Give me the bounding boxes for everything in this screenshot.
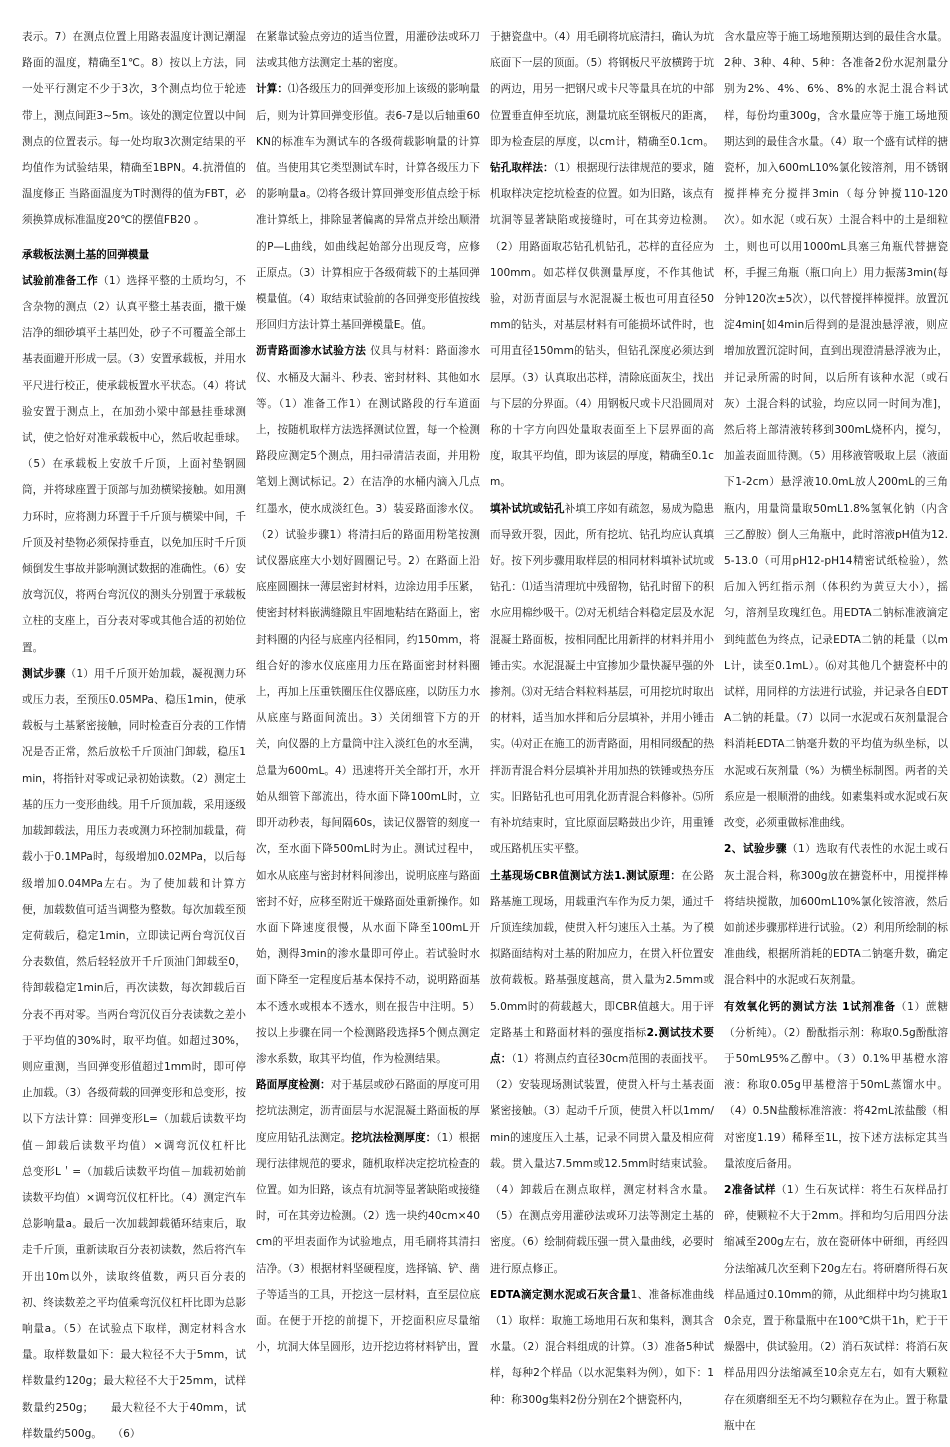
paragraph: 试验前准备工作（1）选择平整的土质均匀，不含杂物的测点（2）认真平整土基表面，撒干燥洁净的细砂填平土基凹处，砂子不可覆盖全部土基表面避开形成一层。（3）安置承载板，并用水平尺进行校正，使承载板置水平状态。（4）将试验安置于测点上，在加劲小梁中部悬挂垂球测试，使之恰好对准承载板中心，然后收起垂球。（5）在承载板上安放千斤顶，上面衬垫钢圆筒，并将球座置于顶部与加劲横梁接触。如用测力环时，应将测力环置于千斤顶与横梁中间，千斤顶及衬垫物必须保持垂直，以免加压时千斤顶倾倒发生事故并影响测试数据的准确性。（6）安放弯沉仪，将两台弯沉仪的测头分别置于承载板立柱的支座上，百分表对零或其他合适的初始位置。 <box>22 274 246 654</box>
paragraph: 土基现场CBR值测试方法1.测试原理：在公路路基施工现场，用载重汽车作为反力架，通过千斤顶连续加载，使贯入杆匀速压入土基。为了模拟路面结构对土基的附加应力，在贯入杆位置安放荷载板。路基强度越高，贯入量为2.5mm或5.0mm时的荷载越大，即CBR值越大。用于评定路基土和路面材料的强度指标2.测试技术要点：（1）将测点约直径30cm范围的表面找平。（2）安装现场测试装置，使贯入杆与土基表面紧密接触。（3）起动千斤顶，使贯入杆以1mm/min的速度压入土基，记录不同贯入量及相应荷载。贯入量达7.5mm或12.5mm时结束试验。（4）卸载后在测点取样，测定材料含水量。（5）在测点旁用灌砂法或环刀法等测定土基的密度。（6）绘制荷载压强一贯入量曲线，必要时进行原点修正。 <box>490 869 715 1275</box>
paragraph: 计算：⑴各级压力的回弹变形加上该级的影响量后，则为计算回弹变形值。表6-7是以后轴重60KN的标准车为测试车的各级荷载影响量的计算值。当使用其它类型测试车时，计算各级压力下的影响量a。⑵将各级计算回弹变形值点绘于标准计算纸上，排除显著偏离的异常点并绘出顺滑的P—L曲线，如曲线起始部分出现反弯，应修正原点。（3）计算相应于各级荷载下的土基回弹模量值。（4）取结束试验前的各回弹变形值按线形回归方法计算土基回弹模量E。值。 <box>256 83 481 332</box>
section-heading: 承载板法测土基的回弹模量 <box>22 248 150 261</box>
text-column-1 <box>22 24 268 1447</box>
paragraph: EDTA滴定测水泥或石灰含量1、准备标准曲线（1）取样：取施工场地用石灰和集料，测其含水量。（2）混合料组成的计算。（3）准备5种试样，每种2个样品（以水泥集料为例），如下：1种：称300g集料2份分别在2个搪瓷杯内， <box>490 1288 714 1406</box>
paragraph: 测试步骤（1）用千斤顶开始加载，凝视测力环或压力表，至预压0.05MPa、稳压1min，使承载板与土基紧密接触，同时检查百分表的工作情况是否正常，然后放松千斤顶油门卸载，稳压1min，将指针对零或记录初始读数。（2）测定土基的压力一变形曲线。用千斤顶加载，采用逐级加载卸载法，用压力表或测力环控制加载量，荷载小于0.1MPa时，每级增加0.02MPa，以后每级增加0.04MPa左右。为了使加载和计算方便，加载数值可适当调整为整数。每次加载至预定荷载后，稳定1min，立即读记两台弯沉仪百分表数值，然后轻轻放开千斤顶油门卸载至0，待卸载稳定1min后，再次读数，每次卸载后百分表不再对零。当两台弯沉仪百分表读数之差小于平均值的30%时，取平均值。如超过30%，则应重测，当回弹变形值超过1mm时，即可停止加载。（3）各级荷载的回弹变形和总变形，按以下方法计算：回弹变形L=（加载后读数平均值－卸载后读数平均值）×调弯沉仪杠杆比 总变形L＇=（加载后读数平均值－加载初始前读数平均值）×调弯沉仪杠杆比。（4）测定汽车总影响量a。最后一次加载卸载循环结束后，取走千斤顶，重新读取百分表初读数，然后将汽车开出10m以外，读取终值数，两只百分表的初、终读数差之平均值乘弯沉仪杠杆比即为总影响量a。（5）在试验点下取样，测定材料含水量。取样数量如下：最大粒径不大于5mm，试样数量约120g；最大粒径不大于25mm，试样数量约250g； 最大粒径不大于40mm，试样数量约500g。 （6） <box>22 667 268 1440</box>
paragraph: 沥青路面渗水试验方法 仪具与材料：路面渗水仪、水桶及大漏斗、秒表、密封材料、其他如水等。（1）准备工作1）在测试路段的行车道面上，按随机取样方法选择测试位置，每一个检测路段应测定5个测点，用扫帚清洁表面，并用粉笔划上测试标记。2）在洁净的水桶内滴入几点红墨水，使水成淡红色。3）装妥路面渗水仪。（2）试验步骤1）将清扫后的路面用粉笔按测试仪器底座大小划好圆圈记号。2）在路面上沿底座圆圈抹一薄层密封材料，边涂边用手压紧，使密封材料嵌满缝隙且牢固地粘结在路面上，密封料圈的内径与底座内径相同，约150mm，将组合好的渗水仪底座用力压在路面密封材料圈上，再加上压重铁圈压住仪器底座，以防压力水从底座与路面间流出。3）关闭细管下方的开关，向仪器的上方量筒中注入淡红色的水至满，总量为600mL。4）迅速将开关全部打开，水开始从细管下部流出，待水面下降100mL时，立即开动秒表，每间隔60s，读记仪器管的刻度一次，至水面下降500mL时为止。测试过程中，如水从底座与密封材料间渗出，说明底座与路面密封不好，应移至附近干燥路面处重新操作。如水面下降速度很慢，从水面下降至100mL开始，测得3min的渗水量即可停止。若试验时水面下降至一定程度后基本保持不动，说明路面基本不透水或根本不透水，则在报告中注明。5）按以上步骤在同一个检测路段选择5个侧点测定渗水系数，取其平均值，作为检测结果。 <box>256 345 480 1065</box>
paragraph: 有效氧化钙的测试方法 1试剂准备（1）蔗糖（分析纯）。（2）酚酞指示剂：称取0.5g酚酞溶于50mL95%乙醇中。（3）0.1%甲基橙水溶液：称取0.05g甲基橙溶于50mL蒸馏水中。（4）0.5N盐酸标准溶液：将42mL浓盐酸（相对密度1.19）稀释至1L，按下述方法标定其当量浓度后备用。 <box>724 1000 948 1170</box>
paragraph: 2准备试样（1）生石灰试样：将生石灰样品打碎，使颗粒不大于2mm。拌和均匀后用四分法缩减至200g左右，放在瓷研体中研细，再经四分法缩减几次至剩下20g左右。将研磨所得石灰样品通过0.10mm的筛，从此细样中均匀挑取10余克，置于称量瓶中在100℃烘干1h，贮于干燥器中，供试验用。（2）消石灰试样：将消石灰样品用四分法缩减至10余克左右，如有大颗粒存在须磨细至无不均匀颗粒存在为止。置于称量瓶中在 <box>724 1183 948 1432</box>
paragraph: 表示。7）在测点位置上用路表温度计测记潮湿路面的温度，精确至1℃。8）按以上方法，同一处平行测定不少于3次，3个测点均位于轮迹带上，测点间距3~5m。该处的测定位置以中间测点的位置表示。每一处均取3次测定结果的平均值作为试验结果，精确至1BPN。4.抗滑值的温度修正 当路面温度为T时测得的值为FBT，必须换算成标准温度20℃的摆值FB20 。 <box>22 31 246 227</box>
paragraph: 于搪瓷盘中。（4）用毛刷将坑底清扫，确认为坑底面下一层的顶面。（5）将钢板尺平放横跨于坑的两边，用另一把钢尺或卡尺等量具在坑的中部位置垂直伸至坑底，测量坑底至钢板尺的距离，即为检查层的厚度，以cm计，精确至0.1cm。钻孔取样法：（1）根据现行法律规范的要求，随机取样决定挖坑检查的位置。如为旧路，该点有坑洞等显著缺陷或接缝时，可在其旁边检测。（2）用路面取芯钻孔机钻孔，芯样的直径应为100mm。如芯样仅供测量厚度，不作其他试验，对沥青面层与水泥混凝土板也可用直径50mm的钻头，对基层材料有可能损坏试件时，也可用直径150mm的钻头，但钻孔深度必须达到层厚。（3）认真取出芯样，清除底面灰尘，找出与下层的分界面。（4）用钢板尺或卡尺沿圆周对称的十字方向四处量取表面至上下层界面的高度，取其平均值，即为该层的厚度，精确至0.1cm。 <box>490 31 714 489</box>
paragraph: 含水量应等于施工场地预期达到的最佳含水量。2种、3种、4种、5种：各准备2份水泥剂量分别为2%、4%、6%、8%的水泥土混合料试样，每份均重300g，含水量应等于施工场地预期达到的最佳含水量。（4）取一个盛有试样的搪瓷杯，加入600mL10%氯化铵溶剂，用不锈钢搅拌棒充分搅拌3min（每分钟搅110-120次）。如水泥（或石灰）土混合料中的土是细粒土，则也可以用1000mL具塞三角瓶代替搪瓷杯，手握三角瓶（瓶口向上）用力振荡3min(每分钟120次±5次），以代替搅拌棒搅拌。放置沉淀4min[如4min后得到的是混浊悬浮液，则应增加放置沉淀时间，直到出现澄清悬浮液为止，并记录所需的时间，以后所有该种水泥（或石灰）土混合料的试验，均应以同一时间为准]，然后将上部清液转移到300mL烧杯内，搅匀，加盖表面皿待测。（5）用移液管吸取上层（液面下1-2cm）悬浮液10.0mL放人200mL的三角瓶内，用量筒量取50mL1.8%氢氧化钠（内含三乙醇胺）倒人三角瓶中，此时溶液pH值为12.5-13.0（可用pH12-pH14精密试纸检验），然后加入钙红指示剂（体积约为黄豆大小），摇匀，溶剂呈玫瑰红色。用EDTA二钠标准液滴定到纯蓝色为终点，记录EDTA二钠的耗量（以mL计，读至0.1mL）。⑹对其他几个搪瓷杯中的试样，用同样的方法进行试验，并记录各自EDTA二钠的耗量。（7）以同一水泥或石灰剂量混合料消耗EDTA二钠毫升数的平均值为纵坐标，以水泥或石灰剂量（%）为横坐标制图。两者的关系应是一根顺滑的曲线。如素集料或水泥或石灰改变，必须重做标准曲线。 <box>724 31 948 830</box>
text-column-4 <box>724 24 948 1447</box>
text-column-3 <box>490 24 714 1447</box>
paragraph: 路面厚度检测：对于基层或砂石路面的厚度可用挖坑法测定，沥青面层与水泥混凝土路面板的厚度应用钻孔法测定。挖坑法检测厚度：（1）根据现行法律规范的要求，随机取样决定挖坑检查的位置。如为旧路，该点有坑洞等显著缺陷或接缝时，可在其旁边检测。（2）选一块约40cm×40cm的平坦表面作为试验地点，用毛刷将其清扫洁净。（3）根据材料坚硬程度，选择镐、铲、凿子等适当的工具，开挖这一层材料，直至层位底面。在便于开挖的前提下，开挖面积应尽量缩小，坑洞大体呈圆形，边开挖边将材料铲出，置 <box>256 1079 481 1354</box>
paragraph: 填补试坑或钻孔补填工序如有疏忽，易成为隐患而导致开裂，因此，所有挖坑、钻孔均应认真填好。按下列步骤用取样层的相同材料填补试坑或钻孔：⑴适当清理坑中残留物，钻孔时留下的积水应用棉纱吸干。⑵对无机结合料稳定层及水泥混凝土路面板，按相同配比用新拌的材料并用小锤击实。水泥混凝土中宜掺加少量快凝早强的外掺剂。⑶对无结合料粒料基层，可用挖坑时取出的材料，适当加水拌和后分层填补，并用小锤击实。⑷对正在施工的沥青路面，用相同级配的热拌沥青混合料分层填补并用加热的铁锤或热夯压实。旧路钻孔也可用乳化沥青混合料修补。⑸所有补坑结束时，宜比原面层略鼓出少许，用重锤或压路机压实平整。 <box>490 502 715 856</box>
paragraph: 在紧靠试验点旁边的适当位置，用灌砂法或环刀法或其他方法测定土基的密度。 <box>256 31 480 70</box>
paragraph: 2、试验步骤（1）选取有代表性的水泥土或石灰土混合料，称300g放在搪瓷杯中，用搅拌棒将结块搅散，加600mL10%氯化铵溶液，然后如前述步骤那样进行试验。（2）利用所绘制的标准曲线，根据所消耗的EDTA二钠毫升数，确定混合料中的水泥或石灰剂量。 <box>724 843 948 987</box>
text-column-2 <box>256 24 480 1447</box>
